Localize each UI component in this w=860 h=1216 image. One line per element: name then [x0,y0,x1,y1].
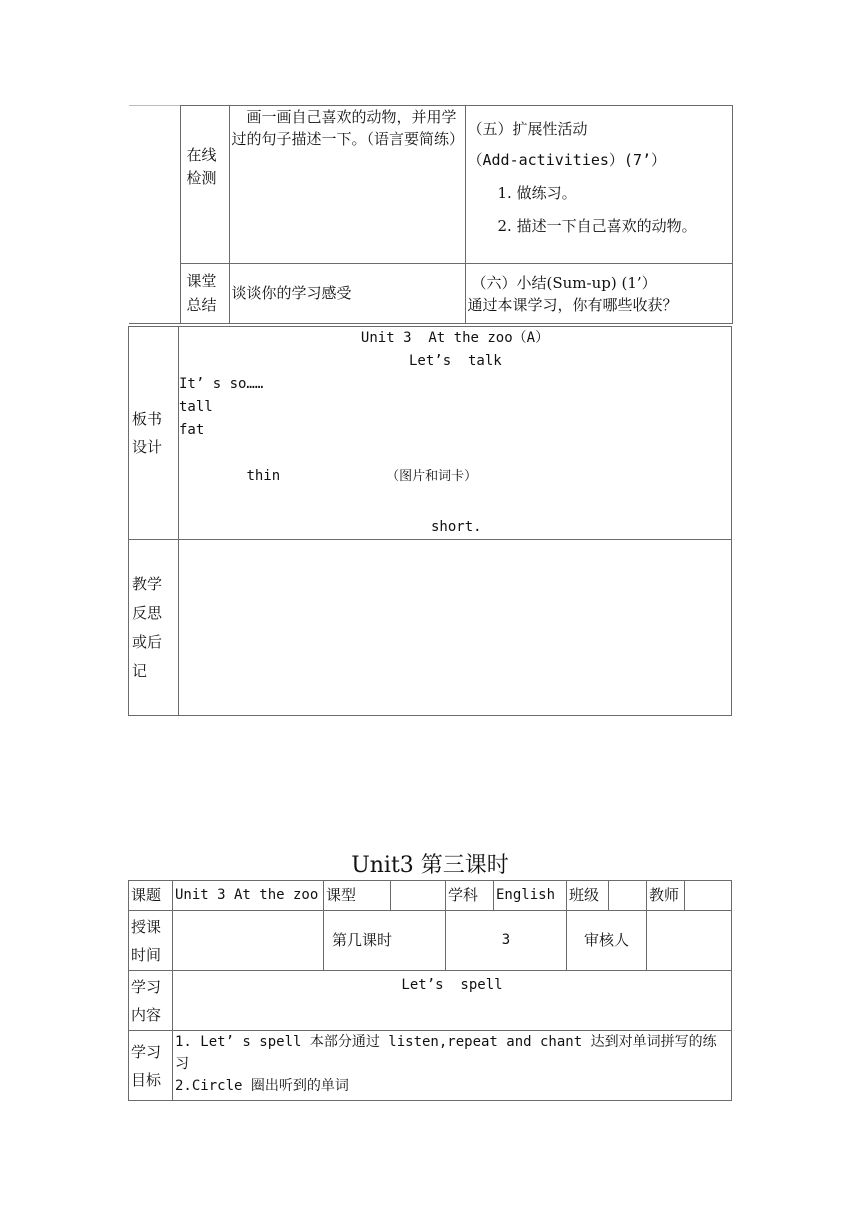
reflection-label-line2: 反思 [132,603,163,622]
check-task [229,106,465,264]
content-value [173,971,732,1031]
board-line-3: fat [179,422,205,438]
goal-label-line1: 学习 [131,1042,162,1061]
document-title: Unit3 第三课时 [351,853,509,878]
board-label [129,327,179,540]
summary-label-line1: 课堂 [186,272,217,291]
check-task-text: 画一画自己喜欢的动物，并用学过的句子描述一下。（语言要简练） [231,108,465,148]
reflection-label-line1: 教学 [132,574,163,593]
summary-cell [465,264,732,324]
board-line-4-row [179,442,731,511]
board-line-2: tall [179,399,213,415]
extension-cell [465,106,732,264]
board-label-line2: 设计 [132,438,163,456]
extension-heading: （五）扩展性活动 [467,120,588,138]
topic-value: Unit 3 At the zoo [173,881,324,911]
board-last: short. [431,519,482,535]
board-label-line1: 板书 [132,410,163,428]
subject-value: English [494,881,567,911]
extension-sub: （Add-activities）(7’） [467,151,667,169]
summary-task: 谈谈你的学习感受 [229,264,465,324]
extension-item-2: 2. 描述一下自己喜欢的动物。 [497,217,697,235]
goals-cell [173,1031,732,1101]
topic-label: 课题 [129,881,173,911]
board-note: （图片和词卡） [386,469,478,484]
content-label-line1: 学习 [131,977,162,996]
check-label [180,106,229,264]
time-label [129,911,173,971]
summary-heading: （六）小结(Sum-up) (1’） [471,273,657,292]
subject-label: 学科 [446,881,494,911]
content-label [129,971,173,1031]
reflection-label-line3: 或后 [132,632,163,651]
check-label-line2: 检测 [186,169,217,188]
class-label: 班级 [567,881,609,911]
class-value [609,881,647,911]
time-label-line2: 时间 [131,945,162,964]
check-label-line1: 在线 [186,146,217,164]
board-line-4: thin [246,468,281,484]
goal-item-1: 1. Let’ s spell 本部分通过 listen,repeat and chant 达到对单词拼写的练习 [175,1034,717,1072]
content-value-text: Let’s spell [401,977,503,993]
time-value [173,911,324,971]
summary-label [180,264,229,324]
extension-item-1: 1. 做练习。 [497,184,577,202]
board-line-1: It’ s so…… [179,376,264,392]
blank-cell [129,106,180,324]
summary-label-line2: 总结 [186,295,217,314]
period-value: 3 [446,911,567,971]
reviewer-value [647,911,732,971]
goal-label-line2: 目标 [131,1070,162,1089]
board-title: Unit 3 At the zoo（A） [360,330,550,346]
type-value [391,881,446,911]
reflection-content [179,540,732,716]
reflection-label-line4: 记 [132,661,148,680]
reviewer-label: 审核人 [567,911,647,971]
summary-text: 通过本课学习，你有哪些收获？ [467,295,678,314]
teacher-label: 教师 [647,881,685,911]
goal-label [129,1031,173,1101]
period-label: 第几课时 [324,911,446,971]
content-label-line2: 内容 [131,1005,162,1024]
activity-table [129,105,733,324]
goal-item-2: 2.Circle 圈出听到的单词 [175,1078,349,1094]
board-table [128,326,732,716]
reflection-label [129,540,179,716]
time-label-line1: 授课 [131,917,162,936]
board-subtitle: Let’s talk [409,353,502,369]
type-label: 课型 [324,881,391,911]
teacher-value [685,881,732,911]
lesson-table [128,880,732,1101]
board-content [179,327,732,540]
